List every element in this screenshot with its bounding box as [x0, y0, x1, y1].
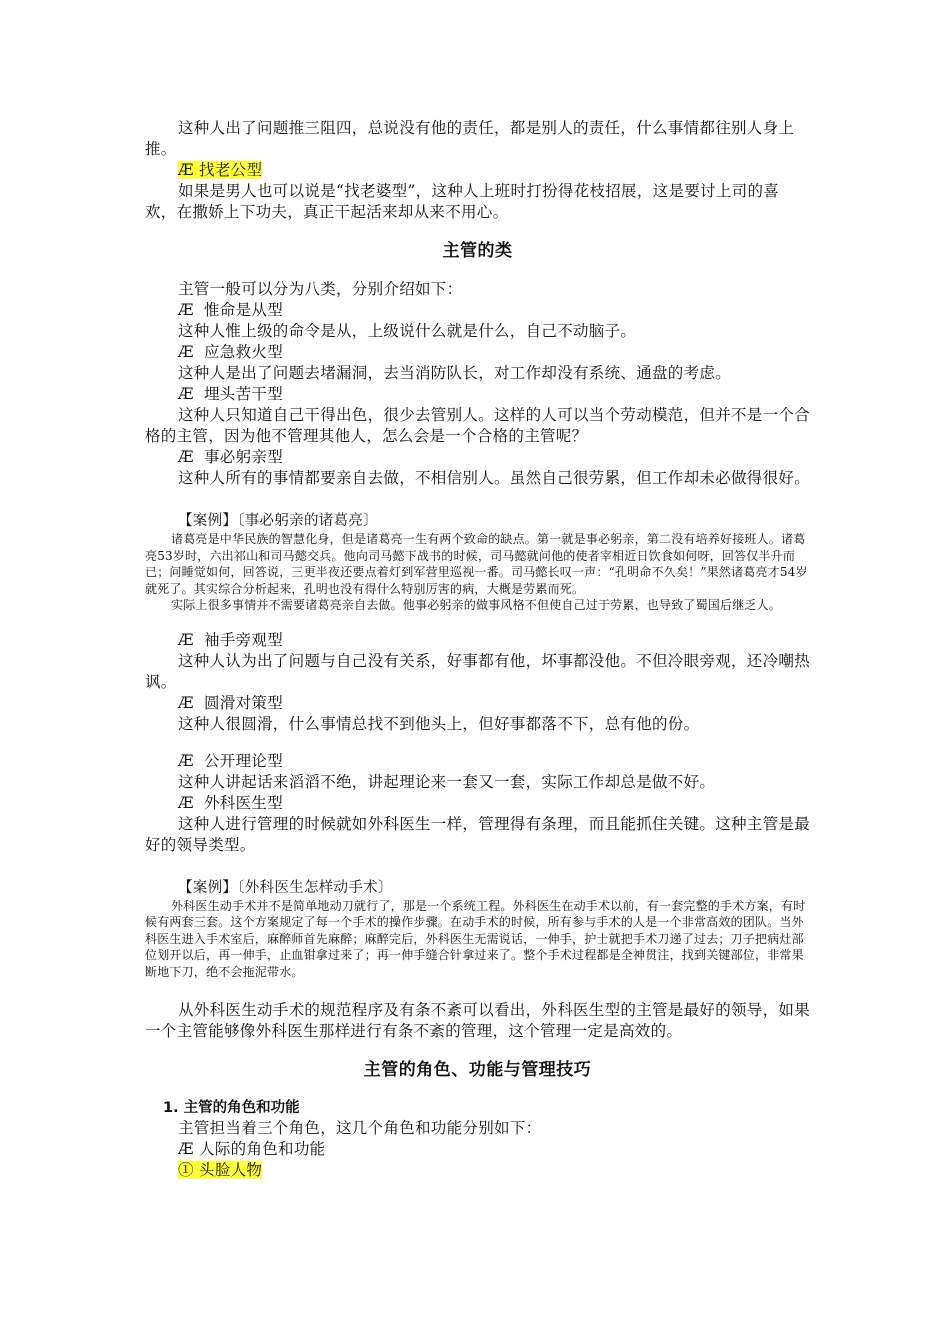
highlighted-text: Æ 找老公型	[178, 161, 263, 179]
type-description: 这种人讲起话来滔滔不绝，讲起理论来一套又一套，实际工作却总是做不好。	[178, 772, 716, 791]
paragraph: 如果是男人也可以说是“找老婆型”，这种人上班时打扮得花枝招展，这是要讨上司的喜欢，在撒娇上下功夫，真正干起活来却从来不用心。	[145, 182, 780, 221]
intro-paragraph: 主管一般可以分为八类，分别介绍如下：	[178, 280, 463, 298]
type-description: 这种人认为出了问题与自己没有关系，好事都有他，坏事都没他。不但冷眼旁观，还冷嘲热讽。	[145, 651, 811, 691]
paragraph: 这种人出了问题推三阻四，总说没有他的责任，都是别人的责任，什么事情都往别人身上推。	[145, 119, 795, 158]
type-heading: Æ 事必躬亲型	[178, 448, 284, 466]
type-heading: Æ 外科医生型	[178, 793, 284, 812]
type-heading: Æ 应急救火型	[178, 343, 284, 361]
type-description: 这种人进行管理的时候就如外科医生一样，管理得有条理，而且能抓住关键。这种主管是最好的领导类型。	[145, 814, 811, 854]
type-heading: Æ 埋头苦干型	[178, 385, 284, 403]
bullet-glyph: Æ	[178, 343, 194, 361]
bullet-glyph: Æ	[178, 448, 194, 466]
case-paragraph: 实际上很多事情并不需要诸葛亮亲自去做。他事必躬亲的做事风格不但使自己过于劳累，也导致了蜀国后继乏人。	[171, 598, 782, 612]
document-page	[145, 118, 810, 1181]
type-heading: Æ 袖手旁观型	[178, 630, 284, 649]
case-paragraph: 诸葛亮是中华民族的智慧化身，但是诸葛亮一生有两个致命的缺点。第一就是事必躬亲，第二没有培养好接班人。诸葛亮53岁时，六出祁山和司马懿交兵。他向司马懿下战书的时候，司马懿就问他的使者宰相近日饮食如何呀，回答仅半升而已；问睡觉如何，回答说，三更半夜还要点着灯到军营里巡视一番。司马懿长叹一声：“孔明命不久矣！”果然诸葛亮才54岁就死了。其实综合分析起来，孔明也没有得什么特别厉害的病，大概是劳累而死。	[145, 532, 808, 596]
case-title: 【案例】〔外科医生怎样动手术〕	[178, 879, 393, 896]
bullet-glyph: Æ	[178, 751, 194, 770]
type-heading: Æ 圆滑对策型	[178, 693, 284, 712]
type-description: 这种人惟上级的命令是从，上级说什么就是什么，自己不动脑子。	[178, 322, 637, 340]
highlighted-text: ① 头脸人物	[178, 1161, 263, 1179]
roles-intro: 主管担当着三个角色，这几个角色和功能分别如下：	[178, 1119, 542, 1137]
section-title-roles: 主管的角色、功能与管理技巧	[363, 1060, 592, 1080]
type-description: 这种人是出了问题去堵漏洞，去当消防队长，对工作却没有系统、通盘的考虑。	[178, 364, 732, 382]
bullet-glyph: Æ	[178, 385, 194, 403]
case-title: 【案例】〔事必躬亲的诸葛亮〕	[178, 513, 378, 529]
subsection-title: 1. 主管的角色和功能	[163, 1100, 300, 1116]
type-heading: Æ 公开理论型	[178, 751, 284, 770]
bullet-glyph: Æ	[178, 693, 194, 712]
type-heading: Æ 惟命是从型	[178, 301, 284, 319]
bullet-glyph: Æ	[178, 793, 194, 812]
role-heading: Æ 人际的角色和功能	[178, 1140, 326, 1158]
type-heading-find-boss	[178, 160, 810, 181]
conclusion-paragraph: 从外科医生动手术的规范程序及有条不紊可以看出，外科医生型的主管是最好的领导，如果一个主管能够像外科医生那样进行有条不紊的管理，这个管理一定是高效的。	[145, 1001, 811, 1040]
bullet-glyph: Æ	[178, 630, 194, 649]
type-description: 这种人很圆滑，什么事情总找不到他头上，但好事都落不下，总有他的份。	[178, 714, 700, 733]
case-paragraph: 外科医生动手术并不是简单地动刀就行了，那是一个系统工程。外科医生在动手术以前，有一套完整的手术方案，有时候有两套三套。这个方案规定了每一个手术的操作步骤。在动手术的时候，所有参与手术的人是一个非常高效的团队。当外科医生进入手术室后，麻醉师首先麻醉；麻醉完后，外科医生无需说话，一伸手，护士就把手术刀递了过去；刀子把病灶部位划开以后，再一伸手，止血钳拿过来了；再一伸手缝合针拿过来了。整个手术过程都是全神贯注，找到关键部位，非常果断地下刀，绝不会拖泥带水。	[145, 898, 806, 979]
role-item	[178, 1160, 810, 1181]
bullet-glyph: Æ	[178, 301, 194, 319]
type-description: 这种人只知道自己干得出色，很少去管别人。这样的人可以当个劳动模范，但并不是一个合格的主管，因为他不管理其他人，怎么会是一个合格的主管呢？	[145, 406, 811, 445]
section-title-manager-types: 主管的类	[442, 241, 513, 261]
type-description: 这种人所有的事情都要亲自去做，不相信别人。虽然自己很劳累，但工作却未必做得很好。	[178, 469, 811, 487]
